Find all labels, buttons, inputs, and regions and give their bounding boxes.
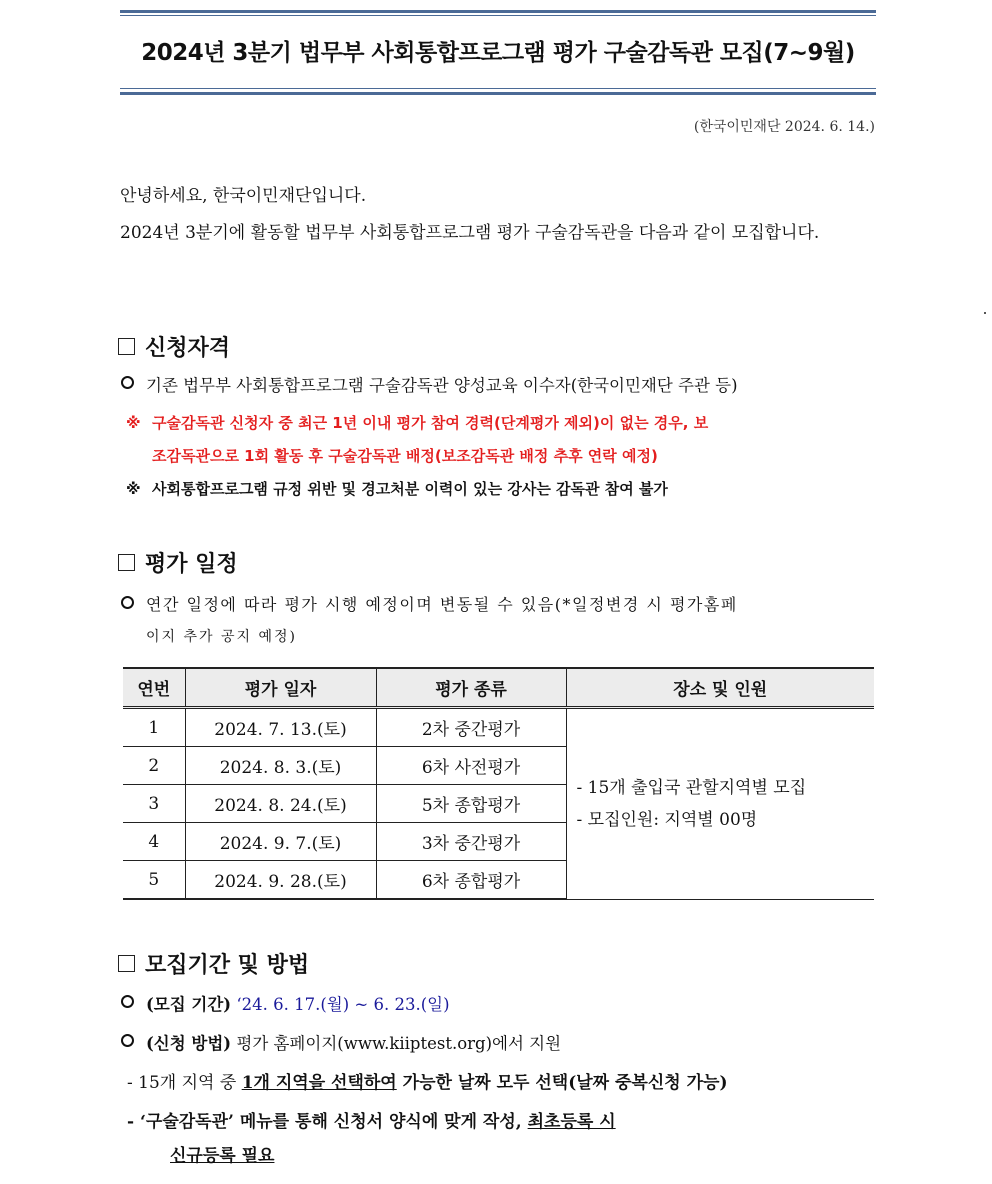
reference-mark: ※	[126, 480, 141, 498]
cell-date: 2024. 9. 28.(토)	[185, 861, 376, 900]
schedule-bullet-cont: 이지 추가 공지 예정)	[146, 629, 298, 645]
recruit-period	[120, 991, 880, 1015]
note-black	[126, 478, 668, 499]
section-schedule	[118, 547, 238, 578]
section-heading: 모집기간 및 방법	[145, 953, 310, 978]
circle-bullet-icon	[121, 995, 134, 1008]
checkbox-square-icon	[118, 338, 135, 355]
stray-mark	[984, 312, 986, 314]
intro-greeting: 안녕하세요, 한국이민재단입니다.	[120, 186, 367, 206]
circle-bullet-icon	[121, 596, 134, 609]
title-rule-top	[120, 10, 876, 16]
checkbox-square-icon	[118, 554, 135, 571]
qualification-bullet	[120, 372, 880, 396]
section-qualification	[118, 331, 230, 362]
method-detail-1	[127, 1068, 728, 1093]
detail-emphasis: 최초등록 시	[527, 1112, 616, 1132]
method-detail-2-cont	[170, 1141, 274, 1166]
header-date: 평가 일자	[185, 668, 376, 708]
schedule-table	[123, 667, 874, 900]
place-line: - 모집인원: 지역별 00명	[576, 809, 758, 830]
period-value: ‘24. 6. 17.(월) ~ 6. 23.(일)	[236, 995, 450, 1014]
circle-bullet-icon	[121, 1034, 134, 1047]
cell-no: 2	[123, 747, 185, 785]
detail-text: - ‘구술감독관’ 메뉴를 통해 신청서 양식에 맞게 작성,	[127, 1112, 528, 1132]
cell-date: 2024. 7. 13.(토)	[185, 708, 376, 747]
cell-no: 4	[123, 823, 185, 861]
intro-body: 2024년 3분기에 활동할 법무부 사회통합프로그램 평가 구술감독관을 다음과 같이 모집합니다.	[120, 223, 820, 243]
section-heading: 신청자격	[145, 336, 231, 361]
detail-emphasis: 1개 지역을 선택하여	[241, 1073, 397, 1093]
cell-no: 3	[123, 785, 185, 823]
recruit-method	[120, 1030, 880, 1054]
note-red-line1	[126, 412, 708, 433]
bullet-text: 연간 일정에 따라 평가 시행 예정이며 변동될 수 있음(*일정변경 시 평가홈페	[146, 595, 738, 614]
cell-date: 2024. 8. 24.(토)	[185, 785, 376, 823]
page-title: 2024년 3분기 법무부 사회통합프로그램 평가 구술감독관 모집(7~9월)	[141, 40, 855, 66]
cell-type: 5차 종합평가	[376, 785, 566, 823]
table-row	[123, 708, 874, 747]
method-label: (신청 방법)	[146, 1034, 232, 1053]
source-date: (한국이민재단 2024. 6. 14.)	[693, 119, 875, 135]
period-label: (모집 기간)	[146, 995, 232, 1014]
note-text: 구술감독관 신청자 중 최근 1년 이내 평가 참여 경력(단계평가 제외)이 없는 경우, 보	[152, 414, 709, 432]
header-type: 평가 종류	[376, 668, 566, 708]
cell-type: 3차 중간평가	[376, 823, 566, 861]
cell-type: 6차 종합평가	[376, 861, 566, 900]
detail-text: - 15개 지역 중	[127, 1073, 242, 1093]
bullet-text: 기존 법무부 사회통합프로그램 구술감독관 양성교육 이수자(한국이민재단 주관 등)	[146, 376, 738, 395]
header-no: 연번	[123, 668, 185, 708]
header-place: 장소 및 인원	[566, 668, 874, 708]
table-header-row	[123, 668, 874, 708]
method-detail-2	[127, 1107, 616, 1132]
cell-type: 2차 중간평가	[376, 708, 566, 747]
title-rule-bottom	[120, 88, 876, 95]
detail-emphasis: 신규등록 필요	[170, 1146, 275, 1166]
note-red-line2: 조감독관으로 1회 활동 후 구술감독관 배정(보조감독관 배정 추후 연락 예정)	[152, 447, 658, 465]
note-text: 사회통합프로그램 규정 위반 및 경고처분 이력이 있는 강사는 감독관 참여 불가	[152, 480, 668, 498]
cell-date: 2024. 8. 3.(토)	[185, 747, 376, 785]
checkbox-square-icon	[118, 955, 135, 972]
cell-date: 2024. 9. 7.(토)	[185, 823, 376, 861]
place-line: - 15개 출입국 관할지역별 모집	[576, 777, 807, 798]
cell-no: 1	[123, 708, 185, 747]
section-heading: 평가 일정	[145, 552, 238, 577]
method-value: 평가 홈페이지(www.kiiptest.org)에서 지원	[236, 1034, 562, 1053]
section-recruit	[118, 948, 309, 979]
schedule-bullet	[120, 592, 880, 615]
cell-type: 6차 사전평가	[376, 747, 566, 785]
circle-bullet-icon	[121, 376, 134, 389]
cell-no: 5	[123, 861, 185, 900]
detail-text: 가능한 날짜 모두 선택(날짜 중복신청 가능)	[396, 1073, 728, 1093]
reference-mark: ※	[126, 414, 141, 432]
cell-place	[566, 708, 874, 900]
